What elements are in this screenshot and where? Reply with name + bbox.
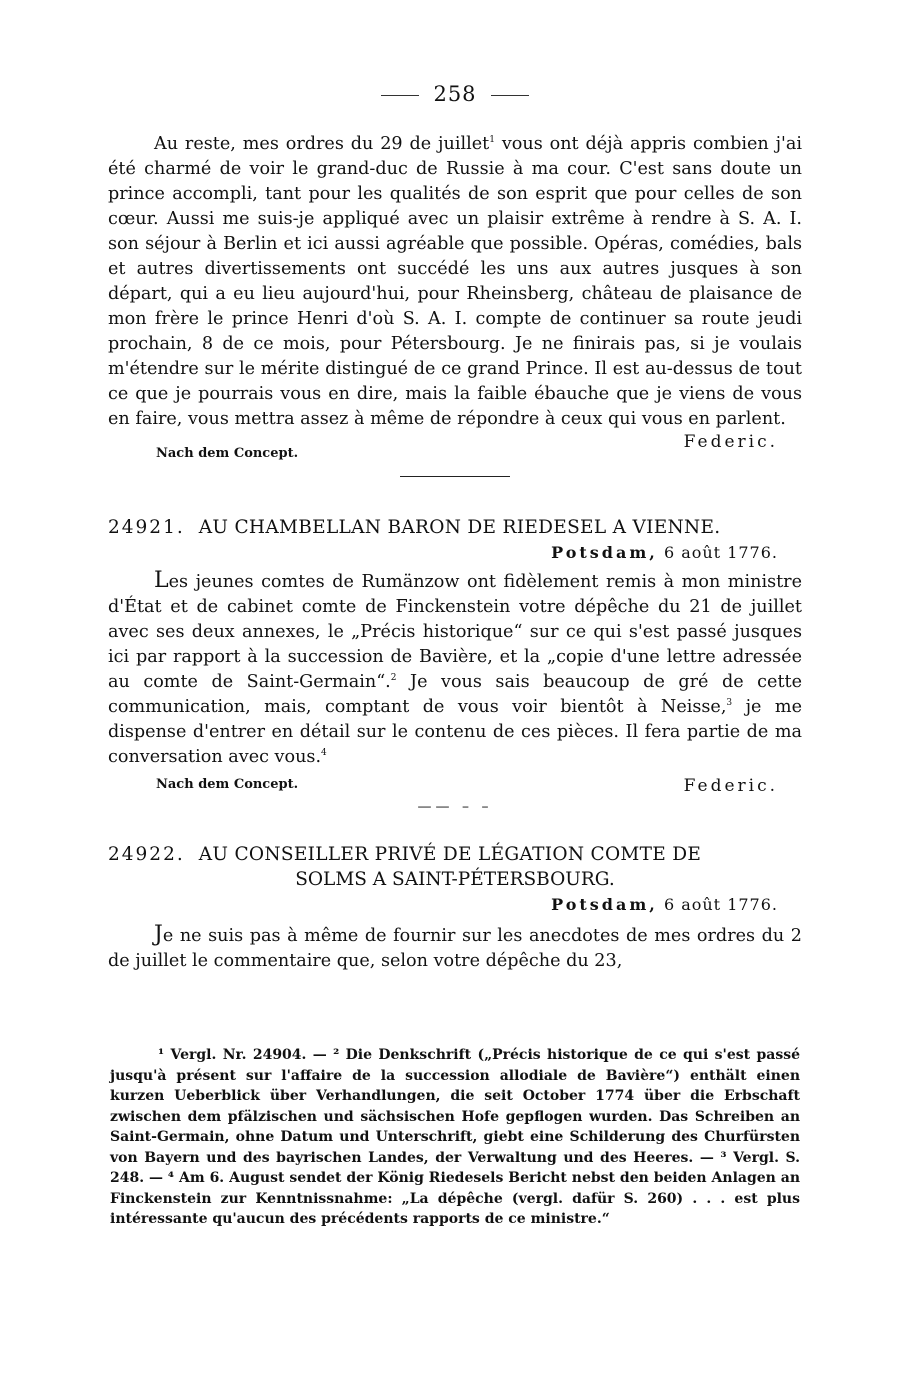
source-note: Nach dem Concept. — [156, 446, 299, 461]
letter2-closing — [108, 770, 802, 802]
dropcap: L — [154, 568, 169, 593]
header-rule-right — [491, 95, 529, 96]
letter3-heading-line2: SOLMS A SAINT-PÉTERSBOURG. — [295, 869, 615, 890]
source-note: Nach dem Concept. — [156, 777, 299, 792]
letter-addressee: AU CONSEILLER PRIVÉ DE LÉGATION COMTE DE — [198, 844, 702, 865]
letter1-closing — [108, 432, 802, 466]
header-rule-left — [381, 95, 419, 96]
letter3-body: Je ne suis pas à même de fournir sur les anecdotes de mes ordres du 2 de juillet le commentaire que, selon votre dépêche du 23, — [108, 922, 802, 971]
letter2-body: Les jeunes comtes de Rumänzow ont fidèlement remis à mon ministre d'État et de cabinet comte de Finckenstein votre dépêche du 21 de juillet avec ses deux annexes, le „Précis historique“ sur ce qui s'est passé jusques ici par rapport à la succession de Bavière, et la „copie d'une lettre adressée au comte de Saint-Germain“.$^2$ Je vous sais beaucoup de gré de cette communication, mais, comptant de vous voir bientôt à Neisse,$^3$ je me dispense d'entrer en détail sur le contenu de ces pièces. Il fera partie de ma conversation avec vous.$^4$ — [108, 568, 802, 767]
page-header — [108, 82, 802, 112]
letter1-body: Au reste, mes ordres du 29 de juillet$^1$ vous ont déjà appris combien j'ai été charmé de voir le grand-duc de Russie à ma cour. C'est sans doute un prince accompli, tant pour les qualités de son esprit que pour celles de son cœur. Aussi me suis-je appliqué avec un plaisir extrême à rendre à S. A. I. son séjour à Berlin et ici aussi agréable que possible. Opéras, comédies, bals et autres divertissements ont succédé les uns aux autres jusques à son départ, qui a eu lieu aujourd'hui, pour Rheinsberg, château de plaisance de mon frère le prince Henri d'où S. A. I. compte de continuer sa route jeudi prochain, 8 de ce mois, pour Pétersbourg. Je ne finirais pas, si je voulais m'étendre sur le mérite distingué de ce grand Prince. Il est au-dessus de tout ce que je pourrais vous en dire, mais la faible ébauche que je viens de vous en faire, vous mettra assez à même de répondre à ceux qui vous en parlent. — [108, 134, 803, 429]
letter-addressee: AU CHAMBELLAN BARON DE RIEDESEL A VIENNE. — [198, 517, 721, 538]
footnotes — [110, 1045, 800, 1230]
letter-number: 24921. — [108, 517, 185, 538]
page-number: 258 — [433, 82, 477, 106]
footnote-text: ¹ Vergl. Nr. 24904. — ² Die Denkschrift („Précis historique de ce qui s'est passé jusqu'à présent sur l'affaire de la succession allodiale de Bavière“) enthält einen kurzen Ueberblick über Verhandlungen, die seit October 1774 über die Erbschaft zwischen dem pfälzischen und sächsischen Hofe gepflogen wurden. Das Schreiben an Saint-Germain, ohne Datum und Unterschrift, giebt eine Schilderung des Churfürsten von Bayern und des bayrischen Landes, der Verwaltung und des Heeres. — ³ Vergl. S. 248. — ⁴ Am 6. August sendet der König Riedesels Bericht nebst den beiden Anlagen an Finckenstein zur Kenntnissnahme: „La dépêche (vergl. dafür S. 260) . . . est plus intéressante qu'aucun des précédents rapports de ce ministre.“ — [110, 1047, 800, 1227]
letter2-heading — [108, 515, 802, 540]
signature: Federic. — [683, 776, 778, 796]
letter3-dateline: Potsdam, 6 août 1776. — [551, 895, 778, 914]
footnote-marker: 1 — [489, 135, 495, 146]
signature: Federic. — [683, 432, 778, 452]
page-body — [108, 82, 802, 974]
letter3-heading — [108, 842, 802, 867]
dropcap: J — [154, 922, 163, 947]
letter2-dateline: Potsdam, 6 août 1776. — [551, 543, 778, 562]
section-separator: —— – – — [417, 799, 493, 815]
letter-number: 24922. — [108, 844, 185, 865]
